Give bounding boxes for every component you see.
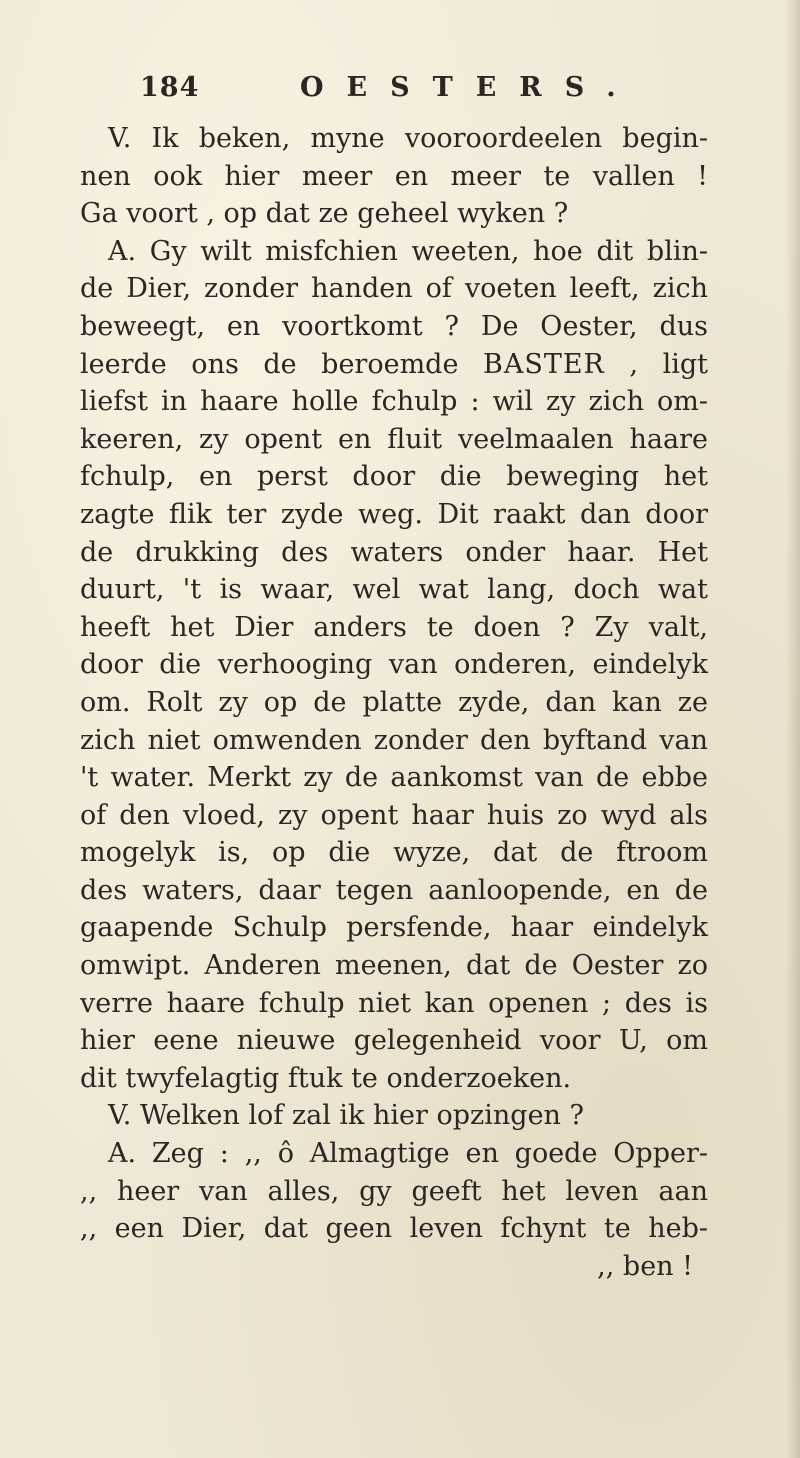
page-edge-shadow xyxy=(786,0,800,1458)
text-line: verre haare fchulp niet kan openen ; des is xyxy=(80,987,708,1019)
text-line: dit twyfelagtig ftuk te onderzoeken. xyxy=(80,1062,572,1094)
text-line: 't water. Merkt zy de aankomst van de ebbe xyxy=(80,762,708,794)
text-line: of den vloed, zy opent haar huis zo wyd als xyxy=(80,799,708,831)
text-line: duurt, 't is waar, wel wat lang, doch wat xyxy=(80,574,708,606)
text-line xyxy=(80,346,708,384)
text-line: des waters, daar tegen aanloopende, en de xyxy=(80,874,708,906)
text-line: V. Welken lof zal ik hier opzingen ? xyxy=(108,1100,584,1132)
text-line: nen ook hier meer en meer te vallen ! xyxy=(80,160,708,192)
text-segment: , ligt xyxy=(629,348,708,380)
text-line: ,, een Dier, dat geen leven fchynt te heb- xyxy=(80,1213,708,1245)
body-text xyxy=(80,120,708,1285)
text-line: zagte flik ter zyde weg. Dit raakt dan door xyxy=(80,498,708,530)
page-header xyxy=(140,64,700,114)
author-name: BASTER xyxy=(483,348,605,380)
text-line: heeft het Dier anders te doen ? Zy valt, xyxy=(80,611,708,643)
text-line: beweegt, en voortkomt ? De Oester, dus xyxy=(80,310,708,342)
text-line: de Dier, zonder handen of voeten leeft, zich xyxy=(80,273,708,305)
text-line: mogelyk is, op die wyze, dat de ftroom xyxy=(80,837,708,869)
text-line: ,, heer van alles, gy geeft het leven aan xyxy=(80,1175,708,1207)
text-line: liefst in haare holle fchulp : wil zy zich om- xyxy=(80,386,708,418)
text-line: V. Ik beken, myne vooroordeelen begin- xyxy=(108,123,708,154)
text-line: omwipt. Anderen meenen, dat de Oester zo xyxy=(80,950,708,982)
text-line: hier eene nieuwe gelegenheid voor U, om xyxy=(80,1025,708,1057)
catchword-line: ,, ben ! xyxy=(597,1250,693,1282)
running-title: OESTERS. xyxy=(300,72,639,103)
text-line: zich niet omwenden zonder den byftand van xyxy=(80,724,708,756)
text-line: door die verhooging van onderen, eindelyk xyxy=(80,649,708,681)
text-line: de drukking des waters onder haar. Het xyxy=(80,536,708,568)
text-line: A. Gy wilt misfchien weeten, hoe dit blin- xyxy=(108,235,708,267)
text-line: keeren, zy opent en fluit veelmaalen haare xyxy=(80,423,708,455)
text-line: A. Zeg : ,, ô Almagtige en goede Opper- xyxy=(108,1138,708,1170)
text-line: Ga voort , op dat ze geheel wyken ? xyxy=(80,198,569,230)
text-line: gaapende Schulp persfende, haar eindelyk xyxy=(80,912,708,944)
page-number: 184 xyxy=(140,72,200,103)
text-segment: leerde ons de beroemde xyxy=(80,348,459,380)
text-line: om. Rolt zy op de platte zyde, dan kan ze xyxy=(80,686,708,718)
text-line: fchulp, en perst door die beweging het xyxy=(80,461,708,493)
